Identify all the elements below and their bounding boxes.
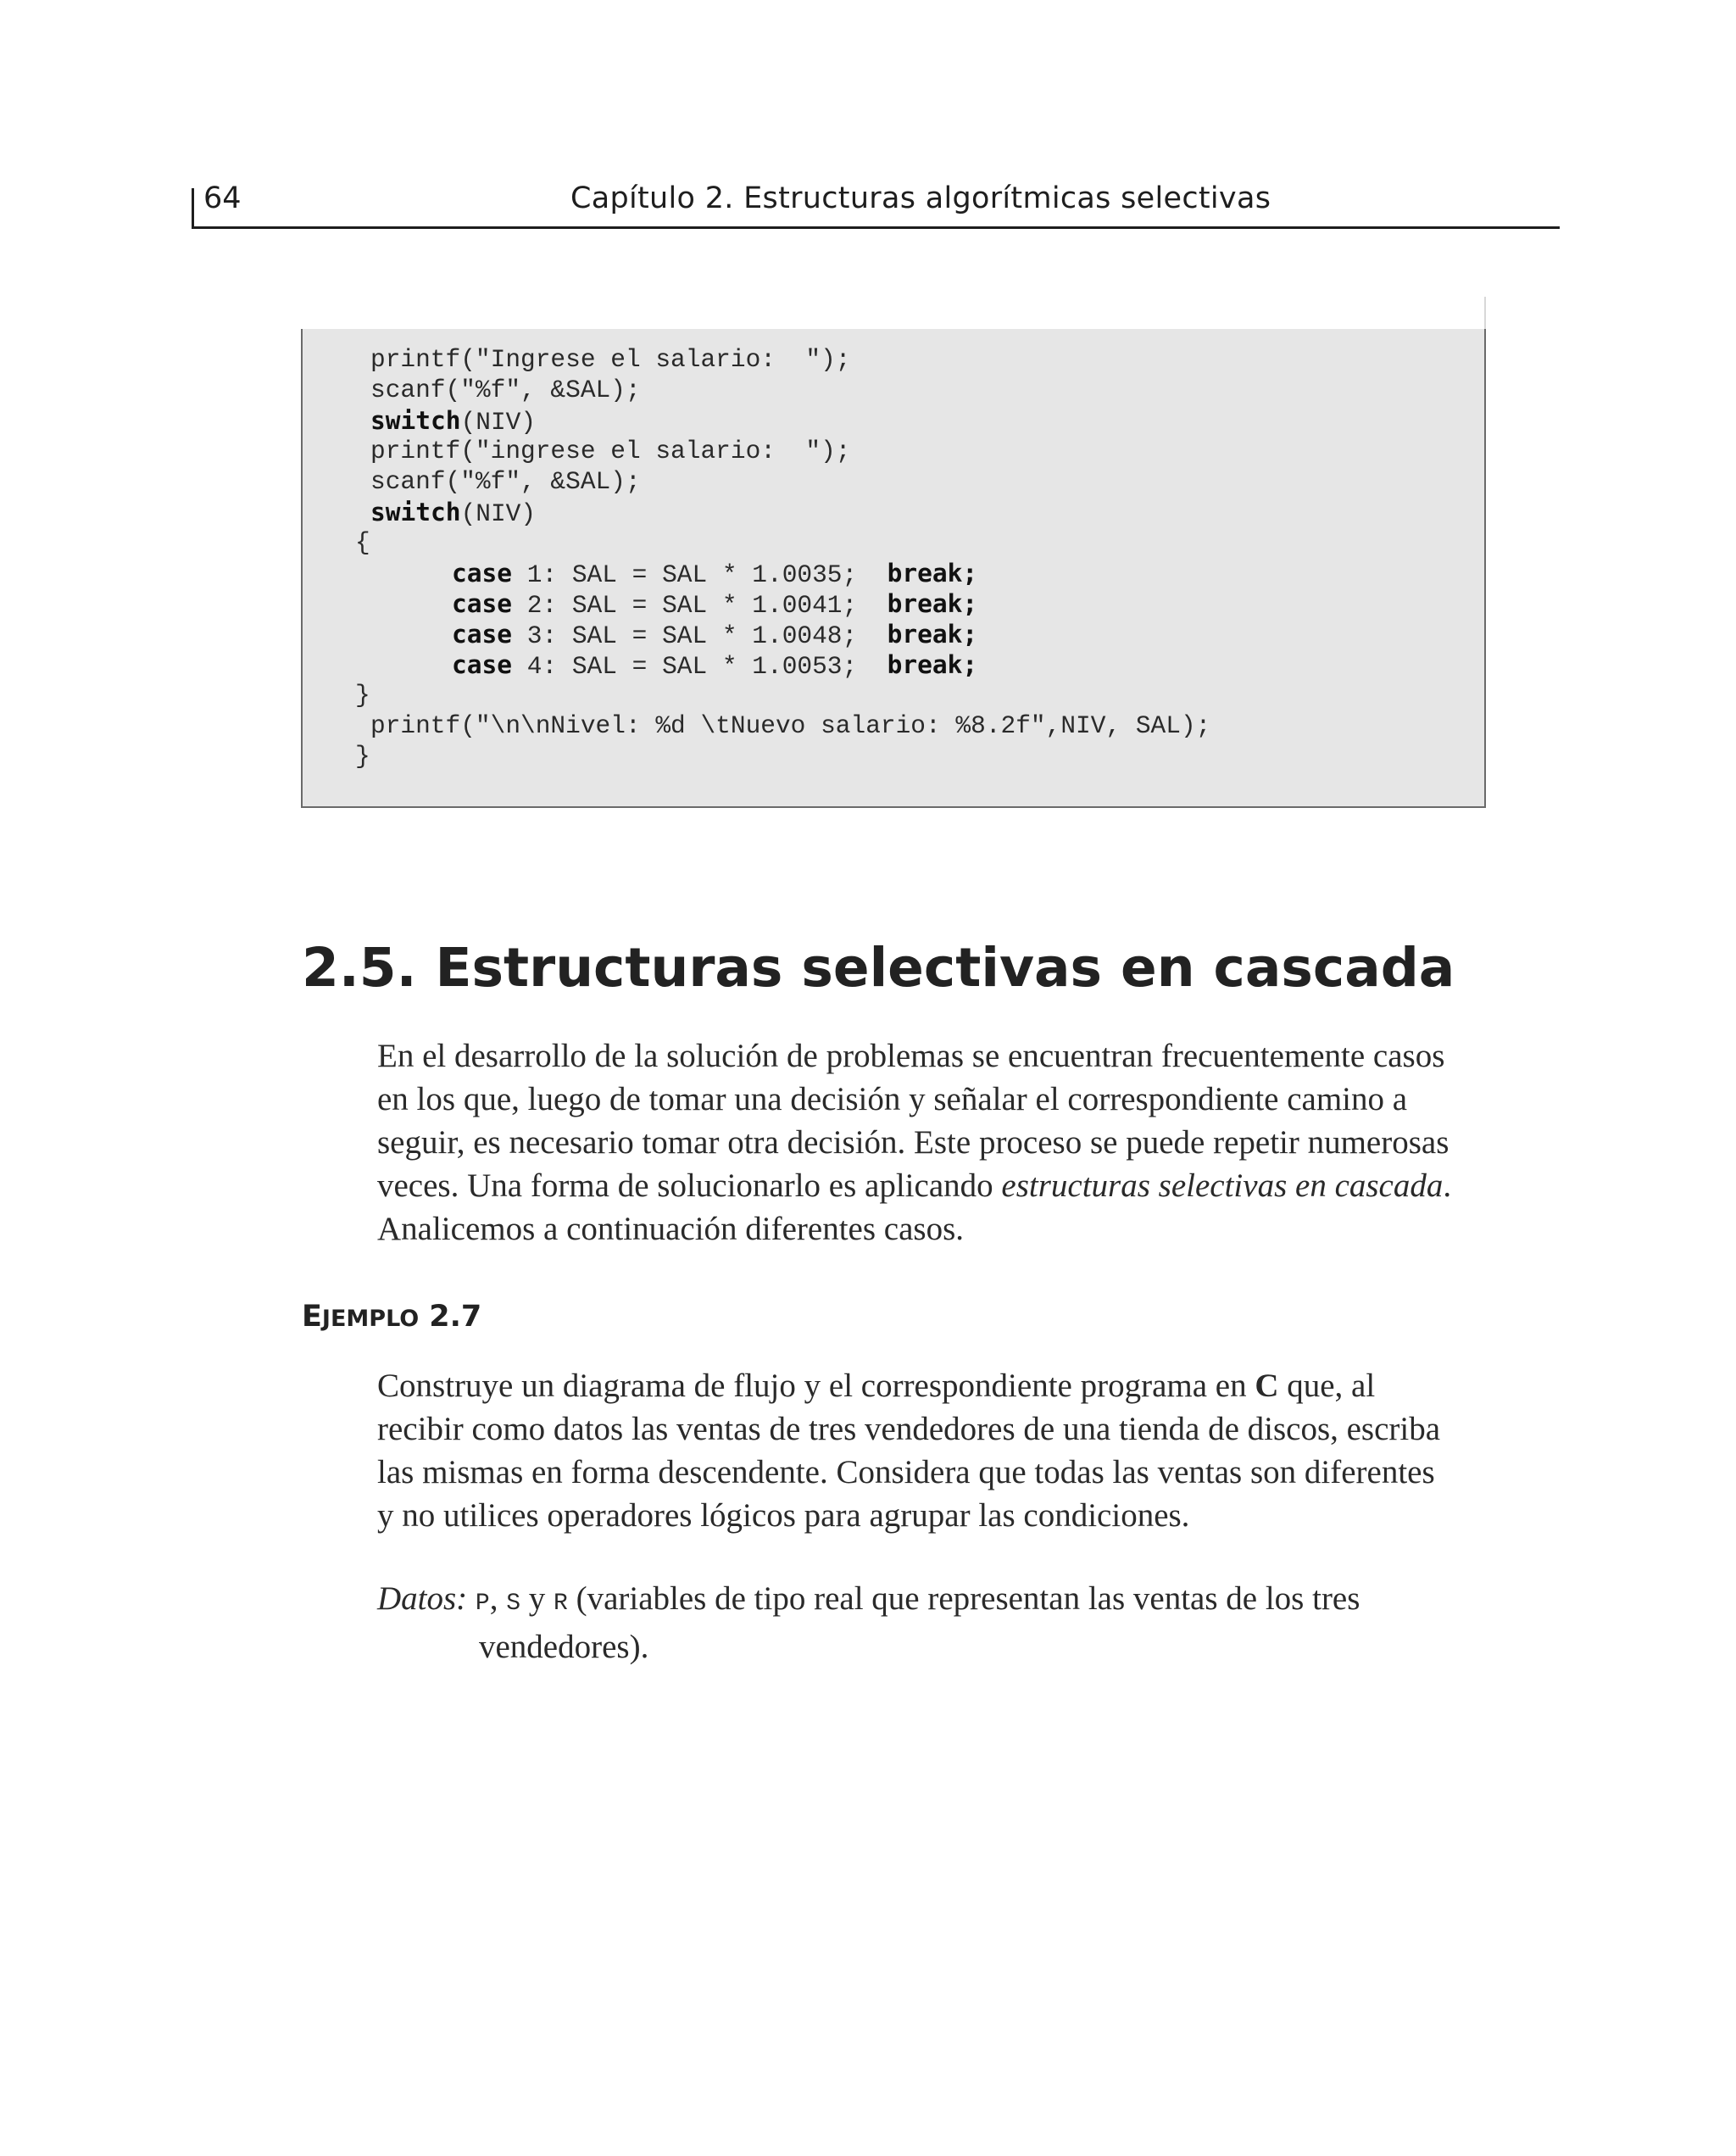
code-keyword: break;: [887, 589, 978, 618]
code-keyword: break;: [887, 620, 978, 649]
datos-block: [377, 1577, 1496, 1669]
code-keyword: break;: [887, 559, 978, 588]
section-paragraph: [377, 1034, 1496, 1251]
var-p: P: [475, 1591, 490, 1617]
code-keyword: case: [452, 650, 513, 679]
section-heading: 2.5. Estructuras selectivas en cascada: [302, 937, 1455, 999]
code-line: {: [355, 528, 370, 557]
code-line: printf("Ingrese el salario: ");: [370, 345, 851, 374]
paragraph-line: Analicemos a continuación diferentes casos.: [377, 1211, 965, 1247]
code-line: case 1: SAL = SAL * 1.0035; break;: [452, 559, 978, 589]
code-line: scanf("%f", &SAL);: [370, 376, 641, 404]
paragraph-line: Construye un diagrama de flujo y el correspondiente programa en C que, al: [377, 1368, 1376, 1404]
code-keyword: case: [452, 620, 513, 649]
running-title: Capítulo 2. Estructuras algorítmicas selectivas: [570, 181, 1271, 215]
paragraph-line: y no utilices operadores lógicos para agrupar las condiciones.: [377, 1497, 1190, 1534]
datos-continuation: vendedores).: [479, 1629, 649, 1665]
datos-label: Datos:: [377, 1580, 468, 1617]
var-r: R: [554, 1591, 568, 1617]
paragraph-line: las mismas en forma descendente. Considera que todas las ventas son diferentes: [377, 1454, 1435, 1490]
paragraph-line: seguir, es necesario tomar otra decisión. Este proceso se puede repetir numerosas: [377, 1124, 1449, 1161]
page-number: 64: [203, 181, 242, 215]
code-line: }: [355, 681, 370, 710]
code-keyword: switch: [370, 406, 461, 435]
code-keyword: case: [452, 559, 513, 588]
code-line: }: [355, 742, 370, 771]
code-line: case 4: SAL = SAL * 1.0053; break;: [452, 650, 978, 681]
paragraph-line: En el desarrollo de la solución de problemas se encuentran frecuentemente casos: [377, 1038, 1445, 1074]
code-box-edge: [1484, 297, 1486, 331]
code-line: switch(NIV): [370, 406, 537, 437]
language-name: C: [1255, 1368, 1279, 1404]
paragraph-line: veces. Una forma de solucionarlo es aplicando estructuras selectivas en cascada.: [377, 1167, 1452, 1204]
code-line: switch(NIV): [370, 498, 537, 528]
code-line: case 3: SAL = SAL * 1.0048; break;: [452, 620, 978, 650]
code-keyword: case: [452, 589, 513, 618]
code-line: printf("\n\nNivel: %d \tNuevo salario: %8.2f",NIV, SAL);: [370, 711, 1211, 740]
code-line: scanf("%f", &SAL);: [370, 467, 641, 496]
var-s: S: [506, 1591, 521, 1617]
header-rule: [192, 226, 1560, 229]
emphasis: estructuras selectivas en cascada: [1001, 1167, 1444, 1204]
code-line: printf("ingrese el salario: ");: [370, 437, 851, 465]
paragraph-line: en los que, luego de tomar una decisión y señalar el correspondiente camino a: [377, 1081, 1408, 1117]
datos-line: Datos: P, S y R (variables de tipo real que representan las ventas de los tres: [377, 1580, 1360, 1617]
example-heading: EJEMPLO 2.7: [302, 1300, 482, 1334]
header-tick: [192, 188, 194, 228]
code-keyword: break;: [887, 650, 978, 679]
code-keyword: switch: [370, 498, 461, 526]
example-paragraph: [377, 1364, 1496, 1537]
code-line: case 2: SAL = SAL * 1.0041; break;: [452, 589, 978, 620]
paragraph-line: recibir como datos las ventas de tres vendedores de una tienda de discos, escriba: [377, 1411, 1441, 1447]
